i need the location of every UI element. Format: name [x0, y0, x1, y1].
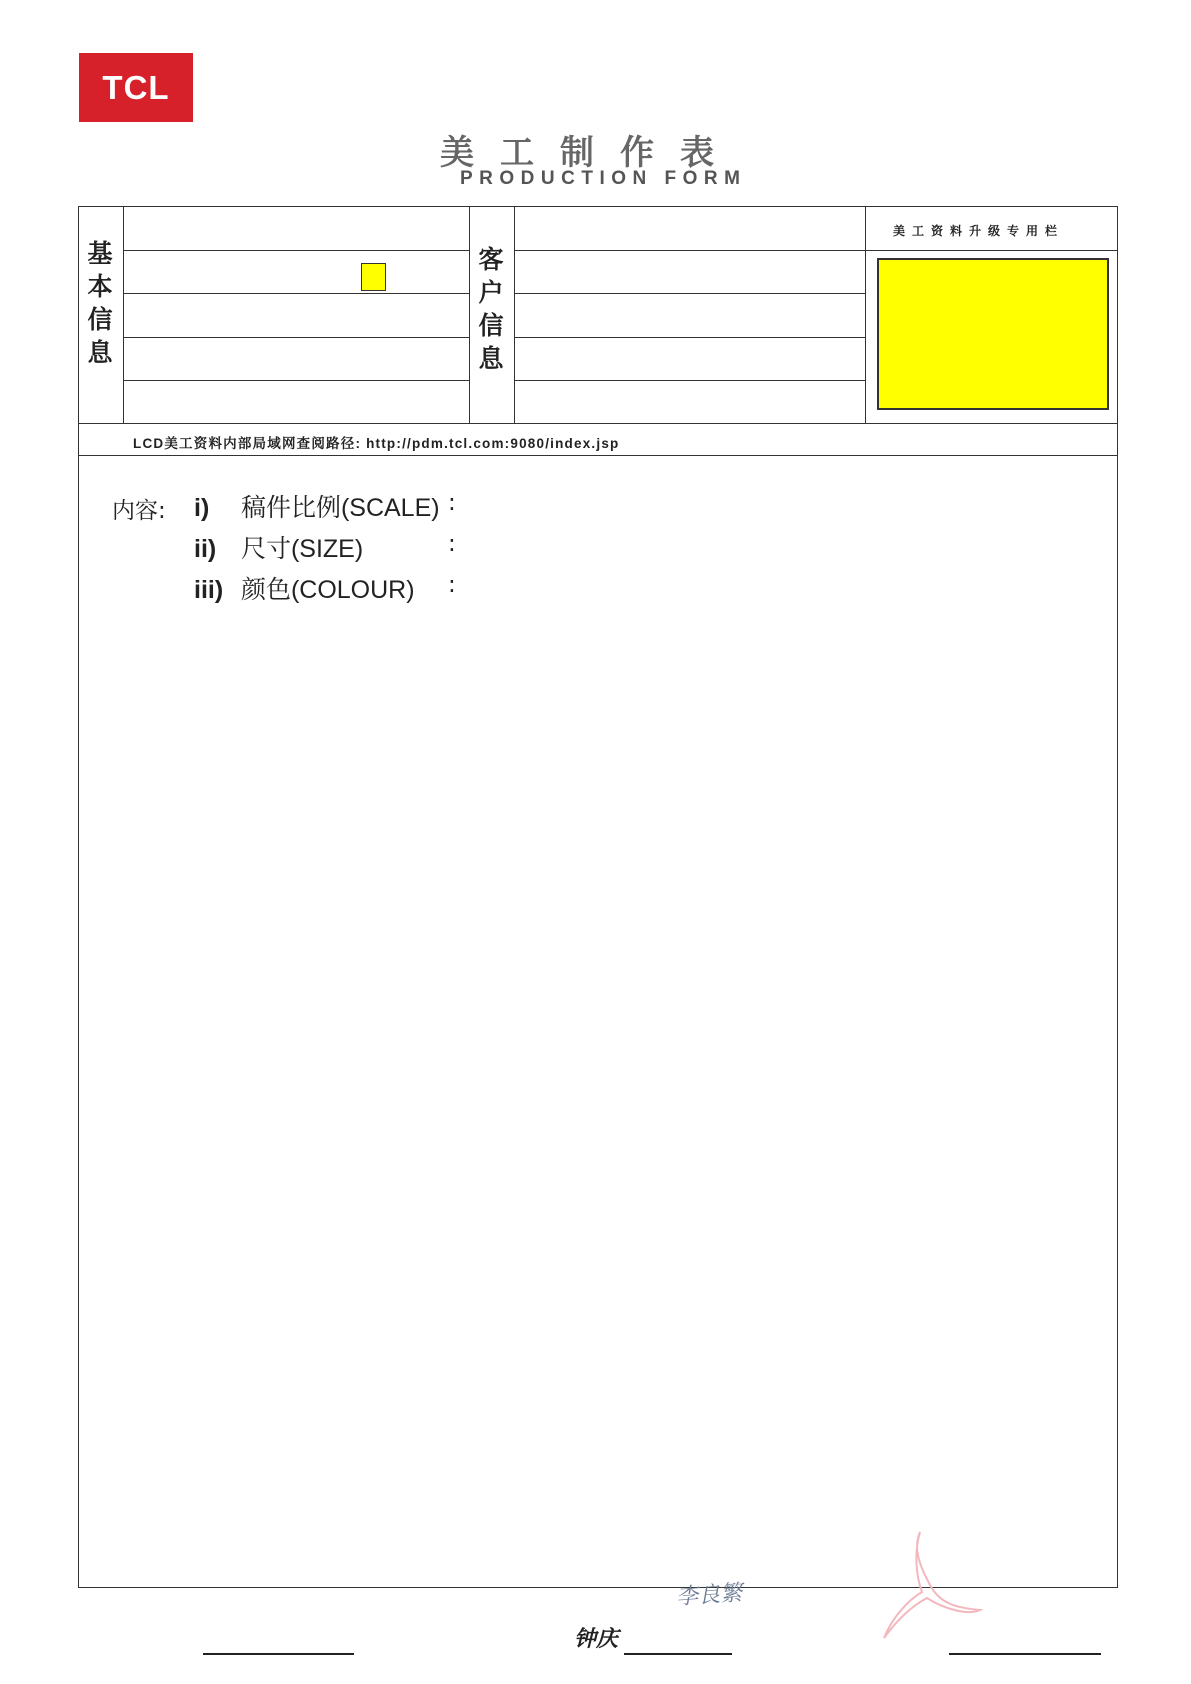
row-line	[514, 380, 865, 381]
content-item-size	[194, 529, 363, 565]
content-label: 内容:	[112, 498, 166, 524]
item-colon: :	[448, 531, 456, 557]
signature-line	[203, 1653, 354, 1655]
item-number: ii)	[194, 535, 217, 563]
row-line	[123, 250, 469, 251]
content-item-scale	[194, 488, 440, 524]
signature-line	[949, 1653, 1101, 1655]
divider	[865, 207, 866, 423]
label-char: 信	[478, 311, 504, 340]
upgrade-box	[877, 258, 1109, 410]
logo-text: TCL	[102, 68, 170, 106]
item-colon: :	[448, 490, 456, 516]
row-line	[514, 250, 865, 251]
label-char: 信	[87, 305, 113, 334]
item-text: 稿件比例(SCALE)	[240, 494, 440, 522]
upgrade-column-label: 美工资料升级专用栏	[893, 224, 1065, 238]
form-title-en: PRODUCTION FORM	[460, 168, 747, 189]
row-line	[123, 293, 469, 294]
divider	[469, 207, 470, 423]
row-line	[865, 250, 1117, 251]
section-line	[79, 455, 1117, 456]
handwritten-signature: 李良繁	[675, 1580, 743, 1611]
label-char: 息	[87, 338, 113, 367]
label-char: 本	[87, 272, 113, 301]
row-line	[514, 293, 865, 294]
content-item-colour	[194, 570, 415, 606]
label-char: 基	[87, 239, 113, 268]
divider	[514, 207, 515, 423]
row-line	[123, 380, 469, 381]
tcl-logo	[79, 53, 193, 122]
label-char: 客	[478, 245, 504, 274]
row-line	[514, 337, 865, 338]
item-colon: :	[448, 572, 456, 598]
divider	[123, 207, 124, 423]
form-frame	[78, 206, 1118, 1588]
basic-info-label	[85, 237, 115, 369]
row-line	[123, 337, 469, 338]
item-number: i)	[194, 494, 210, 522]
signature-name: 钟庆	[574, 1626, 619, 1652]
acrobat-watermark-icon	[872, 1530, 992, 1645]
label-char: 户	[478, 278, 504, 307]
form-title-cn: 美工制作表	[440, 133, 740, 173]
marker-square	[361, 263, 386, 291]
section-line	[79, 423, 1117, 424]
item-number: iii)	[194, 576, 224, 604]
intranet-path-note: LCD美工资料内部局域网查阅路径: http://pdm.tcl.com:9080/index.jsp	[133, 436, 620, 451]
customer-info-label	[476, 243, 506, 375]
item-text: 颜色(COLOUR)	[240, 576, 415, 604]
item-text: 尺寸(SIZE)	[240, 535, 364, 563]
signature-line	[624, 1653, 732, 1655]
label-char: 息	[478, 344, 504, 373]
